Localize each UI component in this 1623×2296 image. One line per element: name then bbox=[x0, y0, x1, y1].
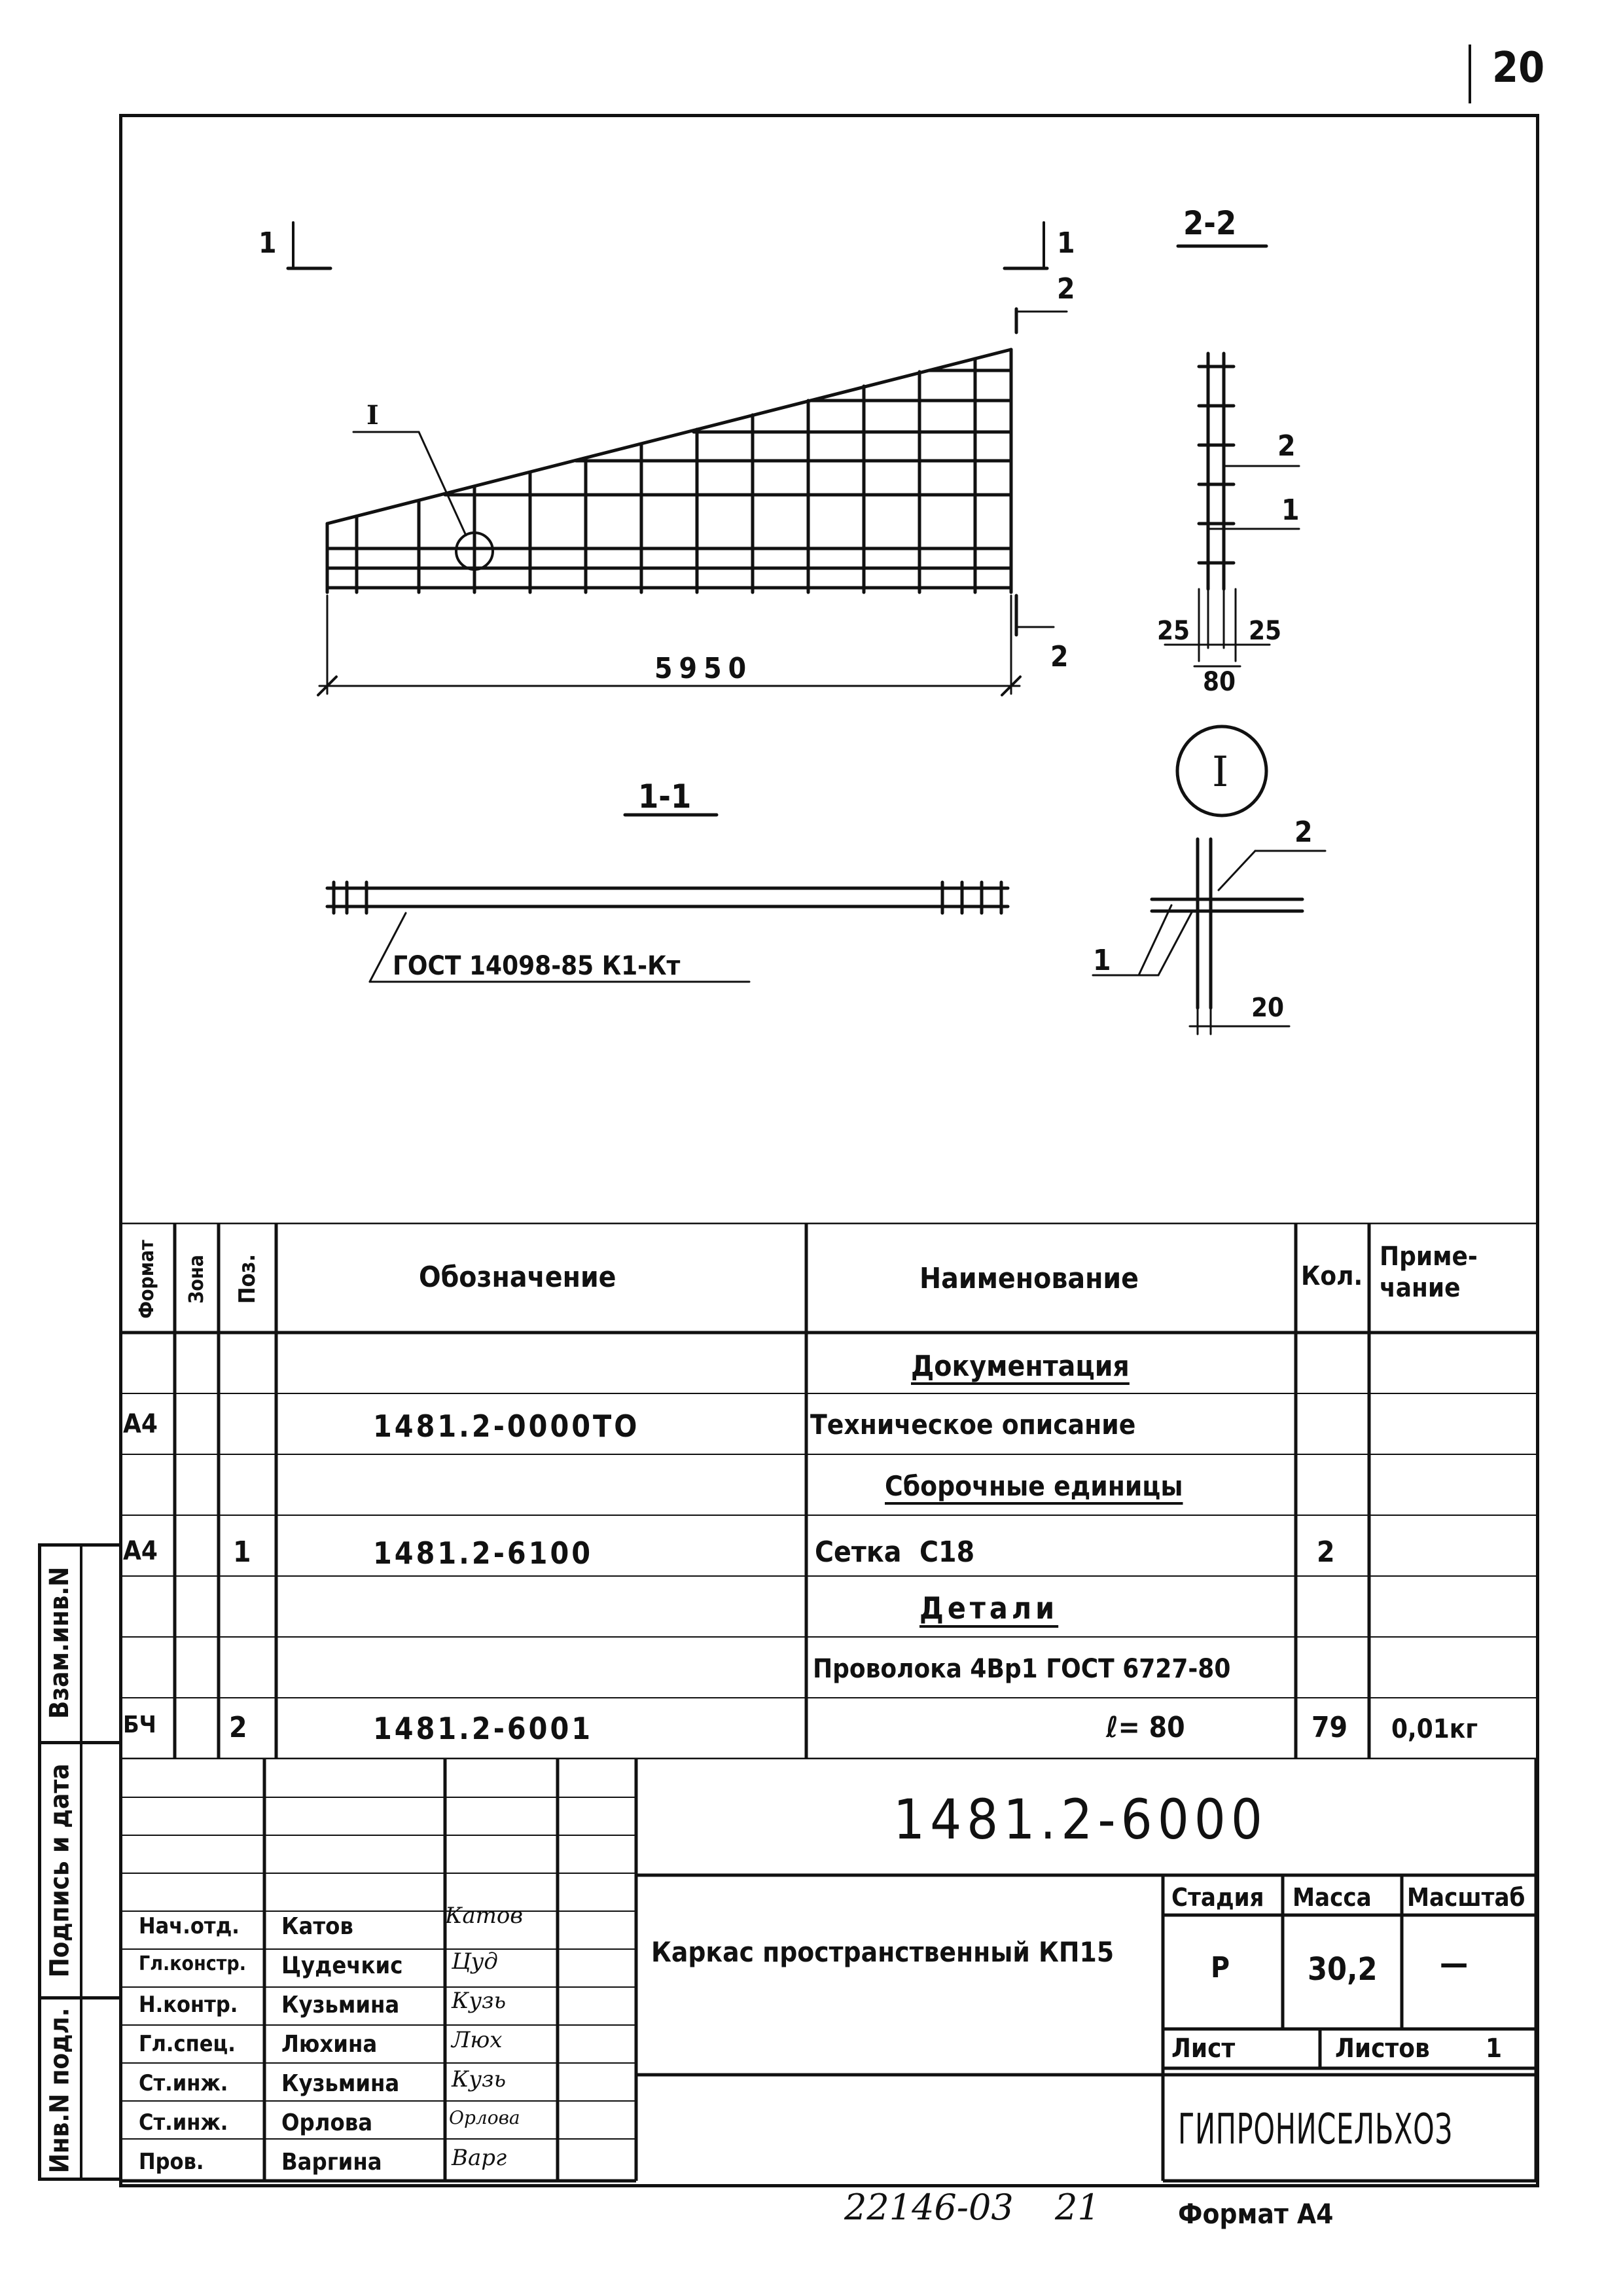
section22-view bbox=[1199, 353, 1234, 589]
detail-leader-2 bbox=[1219, 851, 1255, 890]
spec-row-7-designation: 1481.2-6001 bbox=[373, 1711, 594, 1746]
spec-row-5-name: Детали bbox=[919, 1590, 1059, 1626]
spec-header-note: Приме- чание bbox=[1380, 1242, 1478, 1303]
side-stamp-cell-1 bbox=[38, 1545, 81, 1741]
signatory-role: Гл.спец. bbox=[139, 2031, 236, 2057]
detail-view bbox=[1152, 839, 1302, 1008]
detail-label-1: 1 bbox=[1093, 944, 1111, 977]
signatory-signature: Кузь bbox=[452, 1988, 507, 2014]
organization: ГИПРОНИСЕЛЬХОЗ bbox=[1178, 2106, 1453, 2154]
cut-mark-bottom-label: 2 bbox=[1050, 640, 1069, 673]
section11-view bbox=[327, 882, 1008, 913]
spec-row-4-pos: 1 bbox=[233, 1535, 251, 1569]
sheets-count: 1 bbox=[1486, 2034, 1503, 2064]
signatory-signature: Цуд bbox=[452, 1948, 498, 1975]
section22-label-2: 2 bbox=[1277, 429, 1296, 463]
mass-label: Масса bbox=[1293, 1883, 1372, 1912]
spec-header-zone: Зона bbox=[185, 1254, 209, 1304]
dim-length-label: 5950 bbox=[654, 652, 753, 685]
spec-row-7-qty: 79 bbox=[1311, 1711, 1348, 1744]
signatory-name: Орлова bbox=[281, 2109, 373, 2136]
spec-row-4-qty: 2 bbox=[1317, 1535, 1335, 1569]
side-stamp-label-3: Инв.N подл. bbox=[45, 2007, 75, 2173]
scale-value: — bbox=[1440, 1945, 1469, 1982]
signatory-role: Нач.отд. bbox=[139, 1913, 240, 1939]
cut-mark-top-label: 2 bbox=[1057, 272, 1075, 306]
side-stamp-label-1: Взам.инв.N bbox=[45, 1566, 75, 1719]
signatory-signature: Орлова bbox=[449, 2107, 520, 2128]
spec-header-qty: Кол. bbox=[1301, 1261, 1363, 1291]
spec-header-format: Формат bbox=[135, 1239, 159, 1319]
footer-handwritten-num: 21 bbox=[1055, 2187, 1100, 2228]
spec-row-7-format: БЧ bbox=[123, 1712, 156, 1738]
section22-dim-right: 25 bbox=[1249, 616, 1282, 646]
section22-dim-total: 80 bbox=[1203, 667, 1236, 697]
section22-dim-left: 25 bbox=[1157, 616, 1190, 646]
signatory-signature: Катов bbox=[445, 1903, 524, 1929]
side-stamp-cell-2 bbox=[38, 1744, 81, 1996]
spec-row-6-name: Проволока 4Вр1 ГОСТ 6727-80 bbox=[813, 1654, 1231, 1684]
signatory-role: Гл.констр. bbox=[139, 1952, 246, 1975]
signatory-name: Катов bbox=[281, 1913, 353, 1940]
detail-leader-1b bbox=[1139, 905, 1171, 975]
mass-value: 30,2 bbox=[1308, 1951, 1378, 1988]
stage-value: Р bbox=[1211, 1951, 1230, 1984]
signatory-signature: Люх bbox=[452, 2027, 503, 2053]
spec-row-2-format: А4 bbox=[123, 1409, 158, 1439]
stage-label: Стадия bbox=[1171, 1883, 1264, 1912]
detail-marker-leader bbox=[419, 432, 466, 535]
detail-label-2: 2 bbox=[1294, 816, 1313, 849]
section-mark-left-label: 1 bbox=[259, 226, 277, 260]
signatory-role: Пров. bbox=[139, 2149, 204, 2175]
spec-header-designation: Обозначение bbox=[419, 1261, 616, 1294]
detail-marker-label: I bbox=[366, 400, 379, 431]
signatory-role: Н.контр. bbox=[139, 1992, 238, 2018]
spec-row-7-note: 0,01кг bbox=[1391, 1714, 1478, 1744]
signatory-name: Варгина bbox=[281, 2149, 382, 2176]
section-mark-right-label: 1 bbox=[1057, 226, 1075, 260]
sheet-label: Лист bbox=[1171, 2034, 1236, 2064]
signatory-signature: Кузь bbox=[452, 2066, 507, 2092]
signatory-signature: Варг bbox=[452, 2145, 507, 2171]
side-stamp-label-2: Подпись и дата bbox=[45, 1763, 75, 1977]
detail-dim: 20 bbox=[1251, 993, 1285, 1023]
document-code: 1481.2-6000 bbox=[893, 1787, 1268, 1852]
section22-label-1: 1 bbox=[1281, 493, 1300, 527]
signatory-name: Кузьмина bbox=[281, 1992, 400, 2018]
spec-row-2-name: Техническое описание bbox=[810, 1408, 1136, 1441]
spec-row-4-format: А4 bbox=[123, 1536, 158, 1566]
spec-row-7-pos: 2 bbox=[229, 1711, 247, 1744]
sheets-label: Листов bbox=[1335, 2034, 1430, 2064]
section22-title: 2-2 bbox=[1183, 204, 1237, 242]
scale-label: Масштаб bbox=[1407, 1883, 1525, 1912]
mesh-frame bbox=[327, 350, 1011, 592]
detail-title: I bbox=[1212, 748, 1229, 797]
signatory-role: Ст.инж. bbox=[139, 2109, 228, 2136]
footer-handwritten-code: 22146-03 bbox=[844, 2187, 1014, 2228]
sheet-number: 20 bbox=[1492, 44, 1545, 92]
spec-header-pos: Поз. bbox=[234, 1253, 260, 1304]
spec-row-2-designation: 1481.2-0000ТО bbox=[373, 1408, 640, 1444]
spec-row-3-name: Сборочные единицы bbox=[885, 1470, 1183, 1502]
spec-row-4-name: Сетка С18 bbox=[815, 1535, 975, 1569]
section11-title: 1-1 bbox=[638, 778, 692, 816]
signatory-name: Кузьмина bbox=[281, 2070, 400, 2097]
section11-note: ГОСТ 14098-85 К1-Кт bbox=[393, 951, 681, 981]
signatory-name: Люхина bbox=[281, 2031, 378, 2058]
signatory-role: Ст.инж. bbox=[139, 2070, 228, 2096]
footer-format-label: Формат А4 bbox=[1178, 2198, 1334, 2230]
spec-header-name: Наименование bbox=[919, 1262, 1139, 1295]
document-title: Каркас пространственный КП15 bbox=[651, 1936, 1115, 1968]
spec-row-1-name: Документация bbox=[911, 1350, 1130, 1383]
side-stamp-cell-3 bbox=[38, 2000, 81, 2181]
signatory-name: Цудечкис bbox=[281, 1952, 403, 1979]
spec-row-7-name: ℓ= 80 bbox=[1106, 1711, 1185, 1744]
spec-row-4-designation: 1481.2-6100 bbox=[373, 1535, 594, 1571]
